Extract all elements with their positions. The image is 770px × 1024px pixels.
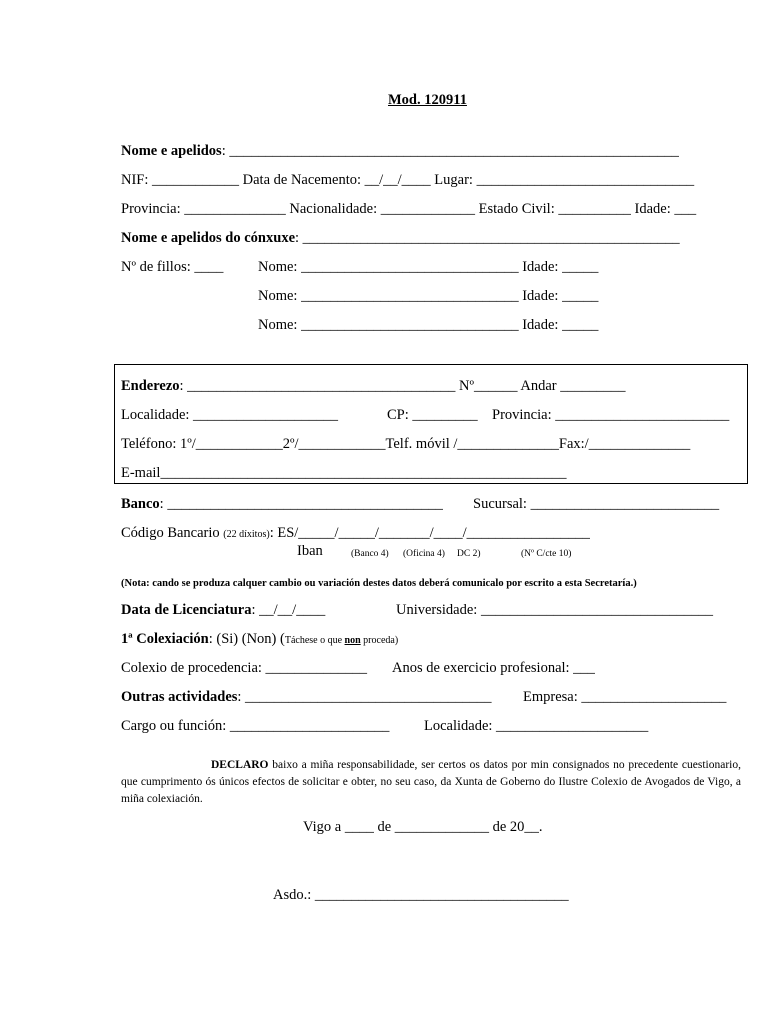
colexio-procedencia-field[interactable]: Colexio de procedencia: ______________ (121, 660, 368, 676)
codigo-bancario-row (121, 525, 590, 543)
vigo-date-field[interactable]: Vigo a ____ de _____________ de 20__. (303, 819, 543, 835)
cp-field[interactable]: CP: _________ (387, 407, 478, 423)
provincia-row[interactable]: Provincia: ______________ Nacionalidade: _____________ Estado Civil: __________ Idade: ___ (121, 201, 697, 217)
iban-label: Iban (297, 543, 323, 559)
enderezo-field[interactable]: : _____________________________________ Nº______ Andar _________ (179, 378, 626, 394)
banco-label: Banco (121, 496, 160, 512)
fillos-field[interactable]: Nº de fillos: ____ (121, 259, 224, 275)
banco-field[interactable]: : ______________________________________ (159, 496, 443, 512)
licenciatura-field[interactable]: : __/__/____ (251, 602, 326, 618)
colexiacion-row (121, 631, 398, 649)
nif-row[interactable]: NIF: ____________ Data de Nacemento: __/__/____ Lugar: ______________________________ (121, 172, 695, 188)
conxuxe-row (121, 230, 680, 247)
licenciatura-row (121, 602, 325, 619)
empresa-field[interactable]: Empresa: ____________________ (523, 689, 727, 705)
telefono-row[interactable]: Teléfono: 1º/____________2º/____________Telf. móvil /______________Fax:/______________ (121, 436, 691, 452)
digitos-note: (22 díxitos) (223, 529, 270, 540)
box-provincia-field[interactable]: Provincia: ________________________ (492, 407, 730, 423)
tachese-text: Táchese o que (284, 635, 345, 646)
nota-text: (Nota: cando se produza calquer cambio ou variación destes datos deberá comunicalo por escrito a esta Secretaría.) (121, 578, 637, 589)
iban-cta: (Nº C/cte 10) (521, 549, 572, 559)
email-field[interactable]: E-mail________________________________________________________ (121, 465, 567, 481)
enderezo-row (121, 378, 625, 395)
outras-actividades-label: Outras actividades (121, 689, 238, 705)
outras-actividades-field[interactable]: : __________________________________ (237, 689, 492, 705)
cargo-field[interactable]: Cargo ou función: ______________________ (121, 718, 390, 734)
sucursal-field[interactable]: Sucursal: __________________________ (473, 496, 720, 512)
tachese-non: non (344, 635, 361, 646)
declaro-text: baixo a miña responsabilidade, ser certos os datos por min consignados no precedente cuestionario, que cumprimento ós únicos efectos de solicitar e obter, no seu caso, da Xunta de Goberno do Ilustre Colexio de Avogados de Vigo, a miña colexiación. (121, 759, 741, 805)
nome-apelidos-label: Nome e apelidos (121, 143, 222, 159)
conxuxe-label: Nome e apelidos do cónxuxe (121, 230, 295, 246)
licenciatura-label: Data de Licenciatura (121, 602, 252, 618)
localidade-field[interactable]: Localidade: ____________________ (121, 407, 339, 423)
form-title: Mod. 120911 (388, 92, 467, 108)
nome-apelidos-field[interactable]: : ______________________________________________________________ (221, 143, 679, 159)
declaro-word: DECLARO (211, 759, 269, 771)
declaro-paragraph (121, 757, 741, 808)
iban-oficina: (Oficina 4) (403, 549, 445, 559)
codigo-bancario-label: Código Bancario (121, 525, 224, 541)
anos-exercicio-field[interactable]: Anos de exercicio profesional: ___ (392, 660, 595, 676)
fillo-row-1[interactable]: Nome: ______________________________ Idade: _____ (258, 259, 599, 275)
banco-row (121, 496, 443, 513)
colexiacion-label: 1ª Colexiación (121, 631, 209, 647)
codigo-bancario-field[interactable]: : ES/_____/_____/_______/____/_________________ (269, 525, 590, 541)
fillo-row-3[interactable]: Nome: ______________________________ Idade: _____ (258, 317, 599, 333)
outras-actividades-row (121, 689, 492, 706)
tachese-text-end: proceda) (360, 635, 399, 646)
localidade-cargo-field[interactable]: Localidade: _____________________ (424, 718, 649, 734)
universidade-field[interactable]: Universidade: ________________________________ (396, 602, 713, 618)
fillo-row-2[interactable]: Nome: ______________________________ Idade: _____ (258, 288, 599, 304)
iban-dc: DC 2) (457, 549, 481, 559)
signature-field[interactable]: Asdo.: ___________________________________ (273, 887, 569, 903)
iban-banco: (Banco 4) (351, 549, 389, 559)
conxuxe-field[interactable]: : ____________________________________________________ (295, 230, 680, 246)
colexiacion-options[interactable]: : (Si) (Non) ( (208, 631, 285, 647)
nome-apelidos-row (121, 143, 679, 160)
enderezo-label: Enderezo (121, 378, 180, 394)
